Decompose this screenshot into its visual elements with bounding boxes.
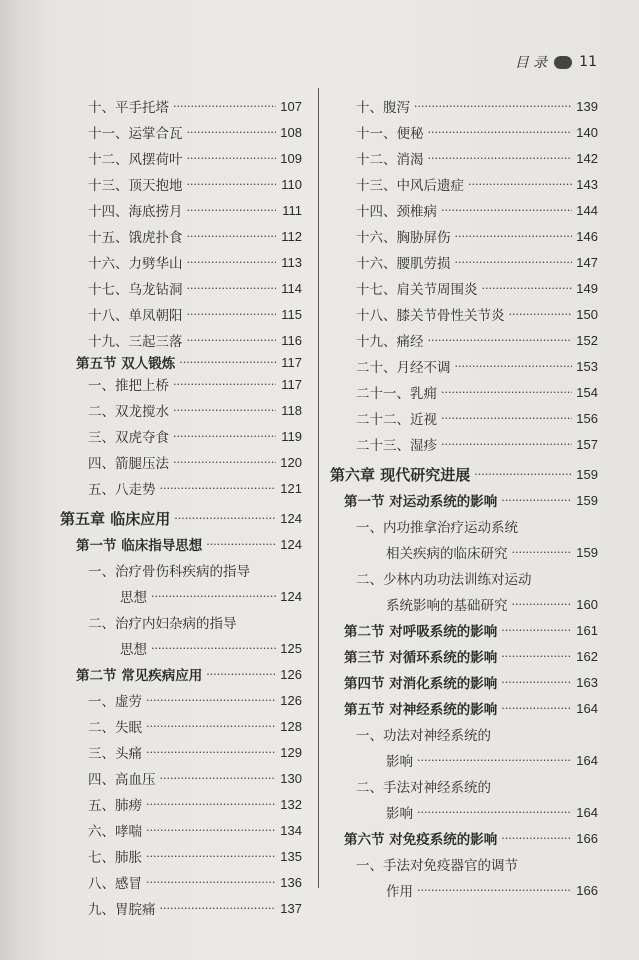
toc-entry-title: 十四、海底捞月: [88, 204, 183, 220]
toc-entry-title: 十二、风摆荷叶: [88, 152, 183, 168]
leader-dots: [187, 256, 277, 269]
toc-entry: [356, 96, 598, 116]
toc-page-number: 110: [281, 176, 302, 192]
leader-dots: [146, 746, 276, 759]
toc-page-number: 109: [280, 150, 302, 166]
leader-dots: [482, 282, 573, 295]
toc-entry: [88, 742, 302, 762]
leader-dots: [441, 438, 572, 451]
toc-section: [344, 828, 598, 848]
toc-entry-title: 十八、单凤朝阳: [88, 308, 183, 324]
leader-dots: [455, 360, 573, 373]
toc-entry: [356, 776, 598, 796]
toc-page-number: 125: [280, 640, 302, 656]
toc-page-number: 160: [576, 596, 598, 612]
toc-entry-title: 十、平手托塔: [88, 100, 169, 116]
toc-entry: [88, 716, 302, 736]
toc-page-number: 147: [576, 254, 598, 270]
toc-entry-title: 二、少林内功功法训练对运动: [356, 572, 532, 588]
leader-dots: [151, 590, 276, 603]
toc-entry-title: 十七、乌龙钻洞: [88, 282, 183, 298]
toc-page-number: 114: [281, 280, 302, 296]
toc-section: [76, 664, 302, 684]
toc-page-number: 143: [576, 176, 598, 192]
toc-entry-title: 思想: [120, 590, 147, 606]
toc-page-number: 146: [576, 228, 598, 244]
toc-entry-title: 一、手法对免疫器官的调节: [356, 858, 518, 874]
toc-page-number: 124: [280, 510, 302, 526]
toc-page-number: 117: [281, 376, 302, 392]
leader-dots: [441, 386, 572, 399]
toc-entry-title: 一、治疗骨伤科疾病的指导: [88, 564, 250, 580]
column-divider: [318, 88, 319, 888]
toc-entry-title: 第六节 对免疫系统的影响: [344, 832, 498, 848]
toc-entry: [88, 690, 302, 710]
toc-page-number: 136: [280, 874, 302, 890]
toc-entry: [356, 382, 598, 402]
toc-page-number: 142: [576, 150, 598, 166]
leader-dots: [206, 668, 276, 681]
toc-page-number: 161: [576, 622, 598, 638]
toc-entry: [88, 452, 302, 472]
toc-entry: [356, 200, 598, 220]
leader-dots: [160, 772, 277, 785]
toc-page-number: 154: [576, 384, 598, 400]
leader-dots: [146, 694, 276, 707]
toc-page-number: 116: [281, 332, 302, 348]
toc-entry-title: 三、双虎夺食: [88, 430, 169, 446]
toc-section: [344, 490, 598, 510]
toc-entry: [386, 750, 598, 770]
toc-entry-title: 十一、运掌合瓦: [88, 126, 183, 142]
toc-entry-title: 一、功法对神经系统的: [356, 728, 491, 744]
toc-entry-title: 十六、胸胁屏伤: [356, 230, 451, 246]
toc-page-number: 163: [576, 674, 598, 690]
toc-entry: [88, 96, 302, 116]
leader-dots: [501, 650, 572, 663]
toc-entry: [88, 200, 302, 220]
toc-entry: [88, 278, 302, 298]
toc-page-number: 124: [280, 588, 302, 604]
leader-dots: [501, 624, 572, 637]
toc-page-number: 135: [280, 848, 302, 864]
toc-chapter: [330, 464, 598, 484]
leader-dots: [187, 204, 277, 217]
toc-page-number: 166: [576, 882, 598, 898]
toc-entry-title: 二十三、湿疹: [356, 438, 437, 454]
toc-entry-title: 二十二、近视: [356, 412, 437, 428]
leader-dots: [174, 512, 276, 525]
toc-entry: [356, 174, 598, 194]
toc-entry-title: 十四、颈椎病: [356, 204, 437, 220]
toc-entry-title: 第五节 双人锻炼: [76, 356, 176, 372]
toc-page-number: 113: [281, 254, 302, 270]
leader-dots: [151, 642, 276, 655]
leader-dots: [441, 204, 572, 217]
toc-entry-title: 影响: [386, 754, 413, 770]
toc-section: [344, 698, 598, 718]
toc-entry-title: 十八、膝关节骨性关节炎: [356, 308, 505, 324]
toc-entry: [386, 802, 598, 822]
leader-dots: [501, 494, 572, 507]
leader-dots: [146, 824, 276, 837]
toc-entry-title: 十五、饿虎扑食: [88, 230, 183, 246]
toc-entry-title: 十一、便秘: [356, 126, 424, 142]
toc-entry: [356, 516, 598, 536]
toc-entry: [386, 880, 598, 900]
toc-entry: [88, 846, 302, 866]
toc-entry: [88, 478, 302, 498]
toc-page-number: 156: [576, 410, 598, 426]
leader-dots: [179, 356, 276, 369]
toc-page-number: 130: [280, 770, 302, 786]
toc-entry-title: 第二节 常见疾病应用: [76, 668, 203, 684]
leader-dots: [160, 902, 277, 915]
leader-dots: [187, 334, 277, 347]
toc-entry-title: 六、哮喘: [88, 824, 142, 840]
toc-entry: [356, 724, 598, 744]
toc-page-number: 112: [281, 228, 302, 244]
toc-page-number: 118: [281, 402, 302, 418]
toc-entry-title: 影响: [386, 806, 413, 822]
toc-page-number: 107: [280, 98, 302, 114]
toc-entry-title: 一、虚劳: [88, 694, 142, 710]
leader-dots: [187, 126, 277, 139]
toc-entry-title: 第二节 对呼吸系统的影响: [344, 624, 498, 640]
toc-entry-title: 十七、肩关节周围炎: [356, 282, 478, 298]
toc-page-number: 164: [576, 804, 598, 820]
toc-entry-title: 二、双龙搅水: [88, 404, 169, 420]
toc-page-number: 149: [576, 280, 598, 296]
toc-entry: [88, 374, 302, 394]
toc-page-number: 153: [576, 358, 598, 374]
toc-entry-title: 相关疾病的临床研究: [386, 546, 508, 562]
toc-entry-title: 第六章 现代研究进展: [330, 465, 471, 484]
toc-entry-title: 二、治疗内妇杂病的指导: [88, 616, 237, 632]
toc-entry-title: 十九、痛经: [356, 334, 424, 350]
toc-entry: [88, 252, 302, 272]
toc-entry: [88, 560, 302, 580]
toc-entry-title: 作用: [386, 884, 413, 900]
leader-dots: [173, 404, 276, 417]
leader-dots: [512, 598, 573, 611]
toc-entry-title: 思想: [120, 642, 147, 658]
leader-dots: [501, 676, 572, 689]
toc-page-number: 117: [281, 354, 302, 370]
toc-entry-title: 七、肺胀: [88, 850, 142, 866]
toc-page-number: 139: [576, 98, 598, 114]
toc-page-number: 144: [576, 202, 598, 218]
toc-entry: [88, 400, 302, 420]
toc-entry: [356, 356, 598, 376]
toc-entry: [386, 542, 598, 562]
leader-dots: [455, 256, 573, 269]
toc-entry-title: 八、感冒: [88, 876, 142, 892]
toc-entry: [356, 304, 598, 324]
leader-dots: [146, 876, 276, 889]
toc-page-number: 129: [280, 744, 302, 760]
leader-dots: [146, 798, 276, 811]
toc-chapter: [60, 508, 302, 528]
toc-entry-title: 四、高血压: [88, 772, 156, 788]
leader-dots: [160, 482, 277, 495]
toc-entry: [88, 872, 302, 892]
toc-entry-title: 十二、消渴: [356, 152, 424, 168]
leader-dots: [417, 754, 572, 767]
toc-entry: [88, 226, 302, 246]
leader-dots: [417, 806, 572, 819]
toc-page-number: 150: [576, 306, 598, 322]
leader-dots: [455, 230, 573, 243]
toc-entry-title: 五、肺痨: [88, 798, 142, 814]
toc-page-number: 120: [280, 454, 302, 470]
section-title: 目 录: [514, 55, 548, 71]
toc-page-number: 137: [280, 900, 302, 916]
toc-entry-title: 第五章 临床应用: [60, 509, 171, 528]
toc-entry: [356, 568, 598, 588]
leader-dots: [173, 100, 276, 113]
header-ornament-icon: [554, 56, 572, 69]
toc-entry-title: 一、推把上桥: [88, 378, 169, 394]
toc-page-number: 126: [280, 692, 302, 708]
toc-entry: [88, 174, 302, 194]
toc-entry-title: 第三节 对循环系统的影响: [344, 650, 498, 666]
toc-entry-title: 第一节 对运动系统的影响: [344, 494, 498, 510]
toc-page-number: 164: [576, 700, 598, 716]
toc-page-number: 157: [576, 436, 598, 452]
toc-page-number: 159: [576, 492, 598, 508]
leader-dots: [417, 884, 572, 897]
leader-dots: [509, 308, 573, 321]
toc-entry: [356, 252, 598, 272]
toc-section: [344, 672, 598, 692]
leader-dots: [146, 850, 276, 863]
toc-entry-title: 十九、三起三落: [88, 334, 183, 350]
toc-entry: [356, 408, 598, 428]
toc-entry-title: 一、内功推拿治疗运动系统: [356, 520, 518, 536]
toc-entry-title: 二十、月经不调: [356, 360, 451, 376]
toc-entry: [88, 304, 302, 324]
leader-dots: [173, 378, 276, 391]
toc-entry-title: 第五节 对神经系统的影响: [344, 702, 498, 718]
toc-section: [76, 352, 302, 372]
toc-entry-title: 第四节 对消化系统的影响: [344, 676, 498, 692]
toc-page-number: 121: [280, 480, 302, 496]
toc-entry-title: 十、腹泻: [356, 100, 410, 116]
toc-page-number: 140: [576, 124, 598, 140]
toc-entry-title: 系统影响的基础研究: [386, 598, 508, 614]
leader-dots: [187, 230, 277, 243]
leader-dots: [146, 720, 276, 733]
toc-entry-title: 四、箭腿压法: [88, 456, 169, 472]
toc-entry: [356, 330, 598, 350]
leader-dots: [512, 546, 573, 559]
toc-page-number: 162: [576, 648, 598, 664]
toc-page-number: 124: [280, 536, 302, 552]
toc-entry-title: 十三、中风后遗症: [356, 178, 464, 194]
toc-entry: [88, 768, 302, 788]
toc-entry: [356, 122, 598, 142]
leader-dots: [474, 468, 572, 481]
leader-dots: [187, 282, 277, 295]
toc-page-number: 164: [576, 752, 598, 768]
leader-dots: [428, 152, 573, 165]
leader-dots: [173, 456, 276, 469]
leader-dots: [206, 538, 276, 551]
toc-entry: [356, 148, 598, 168]
toc-entry-title: 三、头痛: [88, 746, 142, 762]
toc-entry: [88, 820, 302, 840]
leader-dots: [468, 178, 572, 191]
toc-entry-title: 二十一、乳痈: [356, 386, 437, 402]
toc-entry: [356, 226, 598, 246]
toc-entry: [120, 586, 302, 606]
toc-entry-title: 二、手法对神经系统的: [356, 780, 491, 796]
toc-entry-title: 第一节 临床指导思想: [76, 538, 203, 554]
leader-dots: [441, 412, 572, 425]
toc-entry-title: 二、失眠: [88, 720, 142, 736]
toc-entry: [88, 148, 302, 168]
toc-page-number: 126: [280, 666, 302, 682]
toc-page-number: 159: [576, 544, 598, 560]
toc-section: [344, 646, 598, 666]
toc-entry-title: 十六、力劈华山: [88, 256, 183, 272]
toc-page-number: 134: [280, 822, 302, 838]
toc-entry: [88, 330, 302, 350]
leader-dots: [501, 702, 572, 715]
toc-section: [76, 534, 302, 554]
toc-entry-title: 十六、腰肌劳损: [356, 256, 451, 272]
toc-entry: [88, 122, 302, 142]
toc-page-number: 128: [280, 718, 302, 734]
toc-entry: [88, 794, 302, 814]
toc-entry: [356, 854, 598, 874]
toc-entry: [88, 612, 302, 632]
toc-entry: [356, 434, 598, 454]
toc-entry: [88, 426, 302, 446]
toc-entry: [120, 638, 302, 658]
toc-page-number: 111: [282, 202, 302, 218]
toc-entry: [356, 278, 598, 298]
leader-dots: [173, 430, 276, 443]
leader-dots: [428, 126, 573, 139]
toc-page-number: 166: [576, 830, 598, 846]
leader-dots: [187, 178, 277, 191]
toc-entry: [88, 898, 302, 918]
leader-dots: [187, 308, 277, 321]
toc-entry-title: 九、胃脘痛: [88, 902, 156, 918]
toc-entry-title: 五、八走势: [88, 482, 156, 498]
toc-page-number: 132: [280, 796, 302, 812]
toc-entry-title: 十三、顶天抱地: [88, 178, 183, 194]
toc-page-number: 115: [281, 306, 302, 322]
page-number: 11: [579, 54, 597, 70]
leader-dots: [187, 152, 277, 165]
leader-dots: [428, 334, 573, 347]
toc-page-number: 119: [281, 428, 302, 444]
leader-dots: [414, 100, 572, 113]
toc-page-number: 108: [280, 124, 302, 140]
running-header: [515, 52, 597, 72]
toc-section: [344, 620, 598, 640]
toc-entry: [386, 594, 598, 614]
toc-page-number: 152: [576, 332, 598, 348]
toc-page-number: 159: [576, 466, 598, 482]
leader-dots: [501, 832, 572, 845]
